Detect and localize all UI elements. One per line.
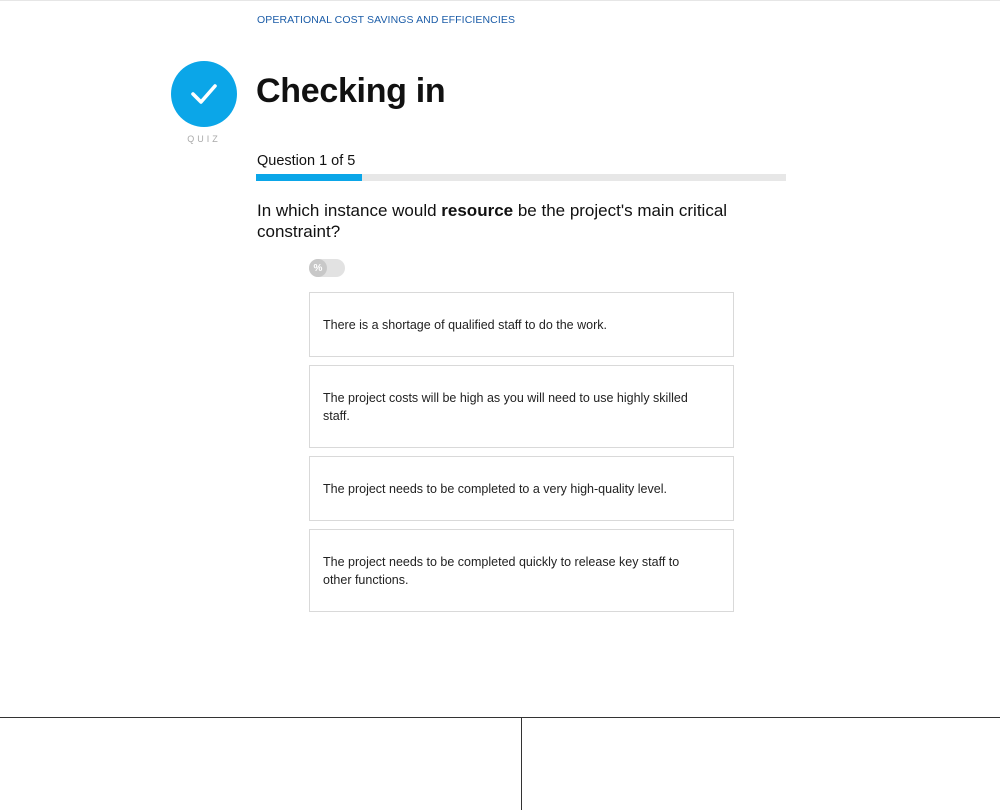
quiz-label: QUIZ xyxy=(187,134,221,144)
question-text-after: be the project's main critical constraint? xyxy=(257,201,728,241)
quiz-badge xyxy=(171,61,237,127)
question-text xyxy=(257,200,757,242)
question-progress-label: Question 1 of 5 xyxy=(257,153,356,169)
answer-option-4[interactable] xyxy=(309,529,734,612)
top-divider xyxy=(0,0,1000,1)
page-title: Checking in xyxy=(256,72,446,110)
question-text-before: In which instance would xyxy=(257,201,442,220)
module-title: OPERATIONAL COST SAVINGS AND EFFICIENCIES xyxy=(257,14,516,26)
answer-option-1[interactable] xyxy=(309,292,734,357)
answer-option-2[interactable] xyxy=(309,365,734,448)
answer-option-text: There is a shortage of qualified staff to do the work. xyxy=(323,317,607,332)
question-emphasis: resource xyxy=(441,201,514,220)
question-progress-bar xyxy=(256,174,786,181)
answer-option-text: The project needs to be completed to a very high-quality level. xyxy=(323,481,667,496)
percentage-toggle[interactable] xyxy=(309,259,345,277)
checkmark-icon xyxy=(188,78,220,110)
answer-option-text: The project needs to be completed quickly to release key staff to other functions. xyxy=(323,554,680,587)
bottom-divider xyxy=(0,717,1000,718)
answer-option-3[interactable] xyxy=(309,456,734,521)
bottom-vertical-divider xyxy=(521,717,522,810)
percent-icon: % xyxy=(309,259,327,277)
question-progress-fill xyxy=(256,174,362,181)
answer-option-text: The project costs will be high as you will need to use highly skilled staff. xyxy=(323,390,688,423)
